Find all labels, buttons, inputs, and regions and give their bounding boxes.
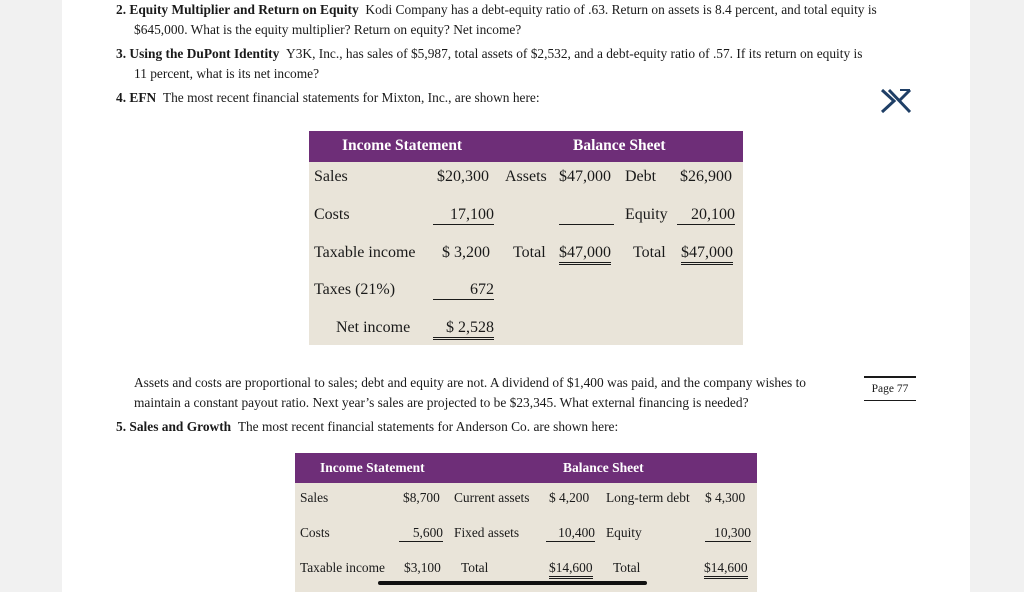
t2-fa-label: Fixed assets <box>454 525 520 540</box>
t2-total-label: Total <box>461 560 489 575</box>
problem-2-title: Equity Multiplier and Return on Equity <box>129 2 359 17</box>
t2-ca-label: Current assets <box>454 490 530 505</box>
t1-costs-value: 17,100 <box>433 206 494 225</box>
problem-5-text1: The most recent financial statements for Anderson Co. are shown here: <box>237 419 619 434</box>
table2-income-header: Income Statement <box>320 460 425 475</box>
t2-total-label-2: Total <box>613 560 641 575</box>
table1-header-row <box>309 131 743 162</box>
t1-taxable-income-label: Taxable income <box>314 244 416 261</box>
t1-total-assets: $47,000 <box>559 244 611 265</box>
problem-4-number: 4. <box>116 90 127 105</box>
t2-costs-value: 5,600 <box>399 525 443 542</box>
problem-4-text2: Assets and costs are proportional to sales; debt and equity are not. A dividend of $1,400 was paid, and the company wishes to <box>134 375 807 390</box>
t1-equity-label: Equity <box>625 206 668 223</box>
problem-2-number: 2. <box>116 2 127 17</box>
problem-4-text1: The most recent financial statements for Mixton, Inc., are shown here: <box>162 90 540 105</box>
t1-blank-rule <box>559 206 614 225</box>
t2-taxable-income-value: $3,100 <box>404 560 441 575</box>
t2-sales-label: Sales <box>300 490 329 505</box>
table1-income-header: Income Statement <box>342 137 463 154</box>
t2-total-assets: $14,600 <box>549 560 593 579</box>
problem-5-number: 5. <box>116 419 127 434</box>
problem-5-title: Sales and Growth <box>129 419 232 434</box>
problem-2-line1 <box>116 0 877 20</box>
t1-taxable-income-value: $ 3,200 <box>442 244 490 261</box>
t1-net-income-label: Net income <box>336 319 411 336</box>
t1-taxes-label: Taxes (21%) <box>314 281 396 298</box>
problem-3-number: 3. <box>116 46 127 61</box>
t1-total-label: Total <box>513 244 546 261</box>
problem-2-text1: Kodi Company has a debt-equity ratio of .63. Return on assets is 8.4 percent, and total equity is <box>365 2 877 17</box>
t2-total-le: $14,600 <box>704 560 748 579</box>
home-indicator-bar[interactable] <box>378 581 647 585</box>
t2-ca-value: $ 4,200 <box>549 490 590 505</box>
problem-4-line1 <box>116 88 540 108</box>
t2-ltd-value: $ 4,300 <box>705 490 746 505</box>
t1-taxes-value: 672 <box>433 281 494 300</box>
problem-5-line1 <box>116 417 618 437</box>
t2-sales-value: $8,700 <box>403 490 440 505</box>
t1-debt-label: Debt <box>625 168 657 185</box>
problem-2-text2: $645,000. What is the equity multiplier? Return on equity? Net income? <box>134 22 522 37</box>
page-number-label: Page 77 <box>864 376 916 401</box>
problem-3-line1 <box>116 44 862 64</box>
t1-total-le: $47,000 <box>681 244 733 265</box>
t1-equity-value: 20,100 <box>677 206 735 225</box>
t1-assets-value: $47,000 <box>559 168 611 185</box>
problem-3-text1: Y3K, Inc., has sales of $5,987, total assets of $2,532, and a debt-equity ratio of .57. If its return on equity is <box>286 46 863 61</box>
t2-taxable-income-label: Taxable income <box>300 560 385 575</box>
table2-header-row <box>295 453 757 483</box>
problem-4-title: EFN <box>129 90 157 105</box>
t1-total-label-2: Total <box>633 244 666 261</box>
t2-equity-value: 10,300 <box>705 525 751 542</box>
problem-3-title: Using the DuPont Identity <box>129 46 280 61</box>
table1-balance-header: Balance Sheet <box>573 137 666 154</box>
t2-equity-label: Equity <box>606 525 642 540</box>
t2-fa-value: 10,400 <box>546 525 595 542</box>
t1-debt-value: $26,900 <box>680 168 732 185</box>
table2-balance-header: Balance Sheet <box>563 460 644 475</box>
problem-4-text3: maintain a constant payout ratio. Next year’s sales are projected to be $23,345. What external financing is needed? <box>134 395 749 410</box>
t1-sales-label: Sales <box>314 168 348 185</box>
t2-costs-label: Costs <box>300 525 330 540</box>
t1-assets-label: Assets <box>505 168 547 185</box>
x-logo-icon[interactable] <box>880 88 912 114</box>
problem-3-text2: 11 percent, what is its net income? <box>134 66 320 81</box>
t2-ltd-label: Long-term debt <box>606 490 690 505</box>
anderson-financial-statements <box>295 453 757 592</box>
t1-net-income-value: $ 2,528 <box>433 319 494 340</box>
t1-sales-value: $20,300 <box>437 168 489 185</box>
t1-costs-label: Costs <box>314 206 350 223</box>
mixton-financial-statements <box>309 131 743 345</box>
